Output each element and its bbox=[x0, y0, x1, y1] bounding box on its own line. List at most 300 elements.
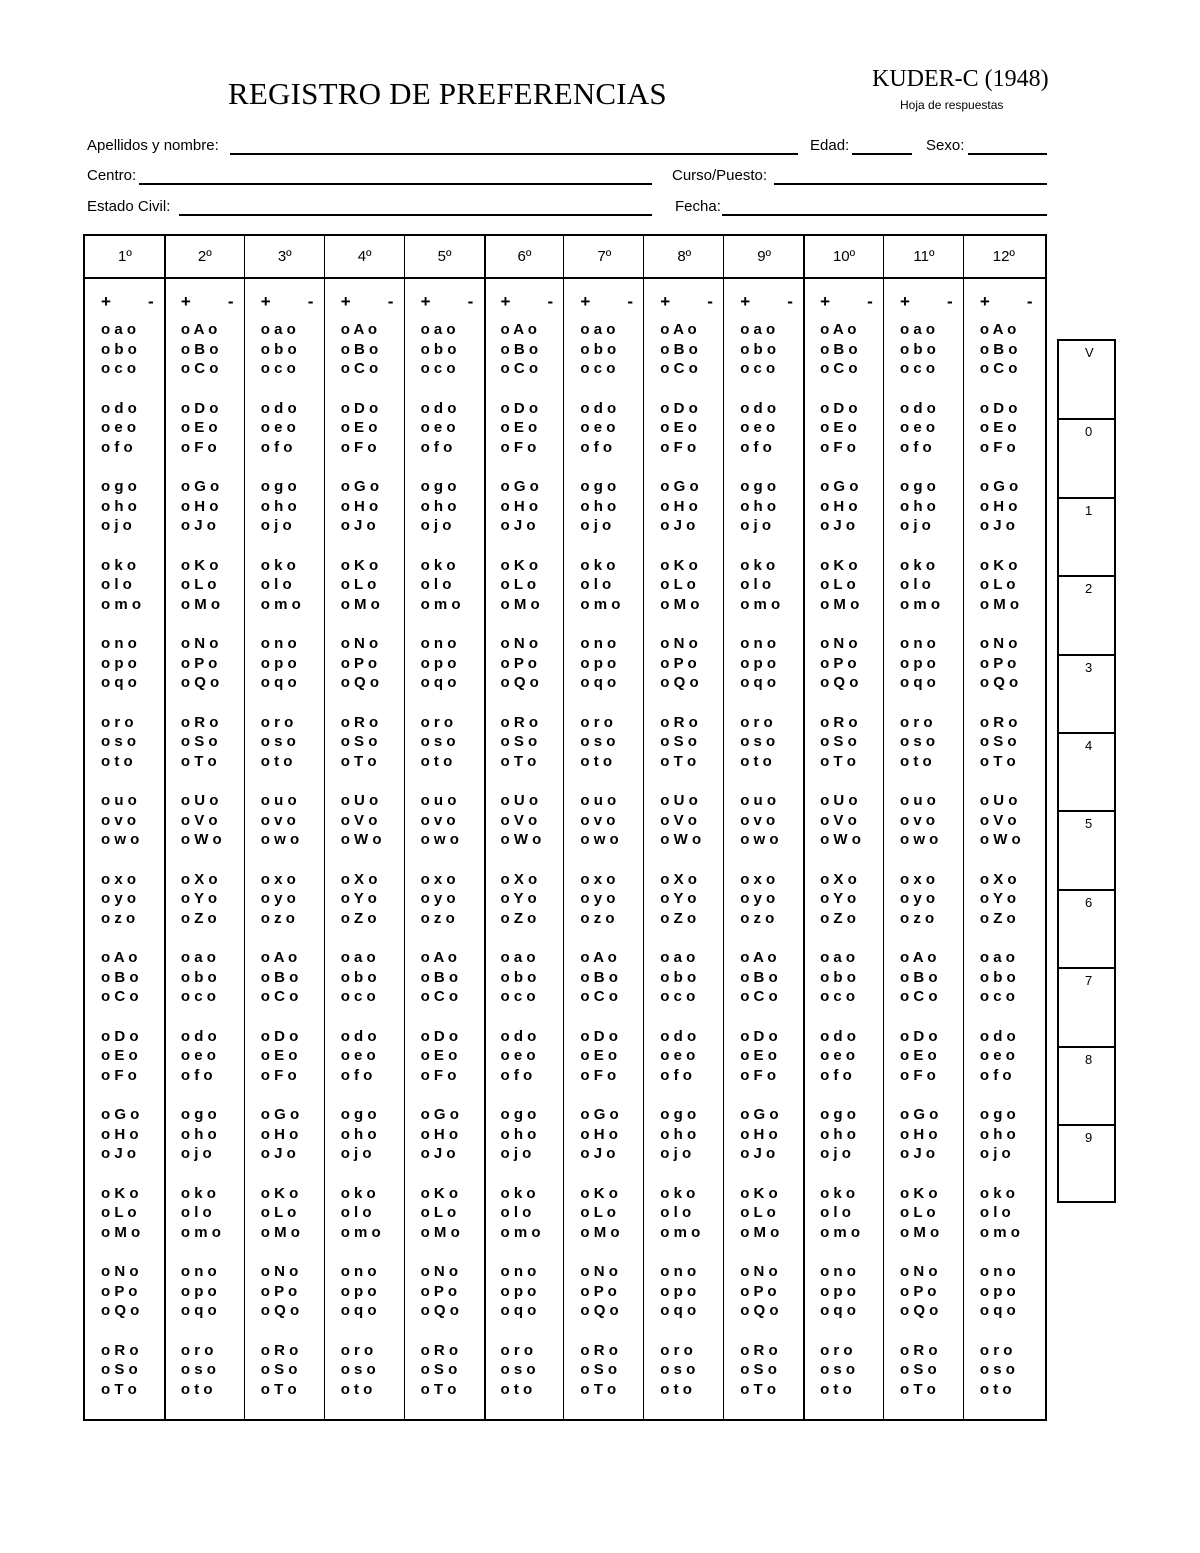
answer-option[interactable]: o A o bbox=[660, 321, 697, 338]
answer-option[interactable]: o P o bbox=[660, 654, 697, 672]
answer-option[interactable]: o g o bbox=[101, 478, 137, 495]
answer-option[interactable]: o T o bbox=[900, 1380, 936, 1398]
answer-option[interactable]: o Z o bbox=[660, 909, 697, 927]
answer-option[interactable]: o k o bbox=[340, 1184, 376, 1202]
answer-option[interactable]: o m o bbox=[260, 595, 301, 613]
answer-option[interactable]: o N o bbox=[420, 1263, 459, 1280]
answer-option[interactable]: o z o bbox=[420, 909, 455, 927]
answer-option[interactable]: o Y o bbox=[979, 890, 1017, 908]
answer-option[interactable]: o j o bbox=[900, 517, 931, 535]
answer-option[interactable]: o c o bbox=[660, 988, 696, 1006]
answer-option[interactable]: o E o bbox=[180, 419, 218, 437]
answer-option[interactable]: o s o bbox=[740, 733, 776, 751]
answer-option[interactable]: o s o bbox=[101, 733, 137, 751]
answer-option[interactable]: o R o bbox=[740, 1341, 778, 1359]
answer-option[interactable]: o K o bbox=[740, 1184, 778, 1202]
answer-option[interactable]: o B o bbox=[260, 968, 299, 986]
answer-option[interactable]: o L o bbox=[660, 576, 696, 594]
answer-option[interactable]: o r o bbox=[500, 1341, 533, 1359]
answer-option[interactable]: o r o bbox=[260, 713, 294, 731]
answer-option[interactable]: o J o bbox=[260, 1145, 296, 1163]
answer-option[interactable]: o M o bbox=[340, 595, 380, 613]
answer-option[interactable]: o E o bbox=[660, 419, 697, 437]
answer-option[interactable]: o c o bbox=[260, 360, 296, 378]
answer-option[interactable]: o G o bbox=[260, 1106, 300, 1123]
answer-option[interactable]: o v o bbox=[580, 811, 616, 829]
answer-option[interactable]: o k o bbox=[900, 556, 936, 574]
answer-option[interactable]: o D o bbox=[500, 399, 538, 417]
answer-option[interactable]: o C o bbox=[101, 988, 139, 1006]
sexo-field[interactable] bbox=[968, 153, 1047, 155]
answer-option[interactable]: o N o bbox=[340, 635, 379, 652]
answer-option[interactable]: o g o bbox=[500, 1106, 537, 1123]
answer-option[interactable]: o w o bbox=[101, 831, 140, 849]
answer-option[interactable]: o d o bbox=[340, 1027, 377, 1045]
answer-option[interactable]: o l o bbox=[500, 1204, 532, 1222]
answer-option[interactable]: o d o bbox=[420, 399, 457, 417]
answer-option[interactable]: o e o bbox=[101, 419, 137, 437]
answer-option[interactable]: o t o bbox=[900, 752, 932, 770]
answer-option[interactable]: o E o bbox=[580, 1047, 618, 1065]
answer-option[interactable]: o p o bbox=[260, 654, 297, 672]
answer-option[interactable]: o j o bbox=[420, 517, 452, 535]
answer-option[interactable]: o h o bbox=[979, 1125, 1016, 1143]
answer-option[interactable]: o b o bbox=[500, 968, 537, 986]
score-box[interactable] bbox=[1059, 575, 1114, 655]
answer-option[interactable]: o l o bbox=[820, 1204, 851, 1222]
answer-option[interactable]: o U o bbox=[500, 792, 538, 809]
answer-option[interactable]: o Q o bbox=[900, 1302, 939, 1320]
answer-option[interactable]: o g o bbox=[820, 1106, 856, 1123]
answer-option[interactable]: o g o bbox=[420, 478, 457, 495]
answer-option[interactable]: o n o bbox=[500, 1263, 537, 1280]
answer-option[interactable]: o r o bbox=[580, 713, 613, 731]
answer-option[interactable]: o w o bbox=[580, 831, 619, 849]
answer-option[interactable]: o L o bbox=[820, 576, 856, 594]
answer-option[interactable]: o T o bbox=[580, 1380, 617, 1398]
answer-option[interactable]: o f o bbox=[979, 1066, 1012, 1084]
answer-option[interactable]: o C o bbox=[340, 360, 379, 378]
answer-option[interactable]: o Y o bbox=[660, 890, 697, 908]
answer-option[interactable]: o A o bbox=[820, 321, 857, 338]
answer-option[interactable]: o t o bbox=[260, 752, 293, 770]
answer-option[interactable]: o Z o bbox=[979, 909, 1016, 927]
answer-option[interactable]: o F o bbox=[500, 438, 537, 456]
answer-option[interactable]: o D o bbox=[660, 399, 698, 417]
answer-option[interactable]: o P o bbox=[260, 1282, 298, 1300]
answer-option[interactable]: o f o bbox=[580, 438, 613, 456]
fecha-field[interactable] bbox=[722, 214, 1047, 216]
answer-option[interactable]: o W o bbox=[820, 831, 861, 849]
answer-option[interactable]: o r o bbox=[979, 1341, 1013, 1359]
answer-option[interactable]: o m o bbox=[101, 595, 141, 613]
answer-option[interactable]: o p o bbox=[820, 1282, 856, 1300]
answer-option[interactable]: o f o bbox=[180, 1066, 213, 1084]
answer-option[interactable]: o q o bbox=[340, 1302, 377, 1320]
answer-option[interactable]: o d o bbox=[660, 1027, 697, 1045]
answer-option[interactable]: o U o bbox=[820, 792, 858, 809]
answer-option[interactable]: o a o bbox=[420, 321, 456, 338]
answer-option[interactable]: o Q o bbox=[740, 1302, 779, 1320]
answer-option[interactable]: o M o bbox=[180, 595, 221, 613]
answer-option[interactable]: o j o bbox=[740, 517, 772, 535]
answer-option[interactable]: o R o bbox=[420, 1341, 459, 1359]
answer-option[interactable]: o j o bbox=[101, 517, 132, 535]
answer-option[interactable]: o P o bbox=[900, 1282, 937, 1300]
answer-option[interactable]: o y o bbox=[900, 890, 936, 908]
answer-option[interactable]: o Z o bbox=[500, 909, 537, 927]
answer-option[interactable]: o g o bbox=[340, 1106, 377, 1123]
answer-option[interactable]: o D o bbox=[420, 1027, 459, 1045]
answer-option[interactable]: o t o bbox=[180, 1380, 213, 1398]
answer-option[interactable]: o m o bbox=[740, 595, 781, 613]
answer-option[interactable]: o z o bbox=[740, 909, 775, 927]
answer-option[interactable]: o B o bbox=[660, 340, 698, 358]
answer-option[interactable]: o C o bbox=[900, 988, 938, 1006]
answer-option[interactable]: o h o bbox=[580, 497, 617, 515]
answer-option[interactable]: o J o bbox=[180, 517, 216, 535]
answer-option[interactable]: o D o bbox=[260, 1027, 299, 1045]
answer-option[interactable]: o q o bbox=[820, 1302, 856, 1320]
answer-option[interactable]: o m o bbox=[180, 1223, 221, 1241]
answer-option[interactable]: o g o bbox=[979, 1106, 1016, 1123]
answer-option[interactable]: o J o bbox=[979, 517, 1015, 535]
answer-option[interactable]: o f o bbox=[260, 438, 293, 456]
answer-option[interactable]: o t o bbox=[101, 752, 133, 770]
answer-option[interactable]: o B o bbox=[900, 968, 938, 986]
answer-option[interactable]: o G o bbox=[900, 1106, 939, 1123]
answer-option[interactable]: o y o bbox=[420, 890, 456, 908]
answer-option[interactable]: o P o bbox=[979, 654, 1017, 672]
answer-option[interactable]: o F o bbox=[260, 1066, 297, 1084]
answer-option[interactable]: o D o bbox=[180, 399, 219, 417]
answer-option[interactable]: o y o bbox=[260, 890, 296, 908]
answer-option[interactable]: o n o bbox=[180, 1263, 217, 1280]
answer-option[interactable]: o j o bbox=[500, 1145, 532, 1163]
answer-option[interactable]: o R o bbox=[340, 713, 379, 731]
answer-option[interactable]: o m o bbox=[420, 595, 461, 613]
answer-option[interactable]: o h o bbox=[820, 1125, 856, 1143]
answer-option[interactable]: o h o bbox=[340, 1125, 377, 1143]
answer-option[interactable]: o h o bbox=[420, 497, 457, 515]
answer-option[interactable]: o Z o bbox=[820, 909, 856, 927]
answer-option[interactable]: o M o bbox=[101, 1223, 141, 1241]
answer-option[interactable]: o F o bbox=[900, 1066, 936, 1084]
answer-option[interactable]: o B o bbox=[500, 340, 538, 358]
answer-option[interactable]: o k o bbox=[740, 556, 776, 574]
answer-option[interactable]: o s o bbox=[900, 733, 936, 751]
answer-option[interactable]: o j o bbox=[979, 1145, 1011, 1163]
answer-option[interactable]: o Y o bbox=[340, 890, 377, 908]
answer-option[interactable]: o M o bbox=[420, 1223, 460, 1241]
answer-option[interactable]: o Q o bbox=[180, 674, 220, 692]
answer-option[interactable]: o C o bbox=[580, 988, 618, 1006]
answer-option[interactable]: o R o bbox=[260, 1341, 299, 1359]
answer-option[interactable]: o w o bbox=[420, 831, 459, 849]
answer-option[interactable]: o P o bbox=[500, 654, 537, 672]
answer-option[interactable]: o H o bbox=[420, 1125, 459, 1143]
answer-option[interactable]: o u o bbox=[740, 792, 777, 809]
answer-option[interactable]: o q o bbox=[979, 1302, 1016, 1320]
answer-option[interactable]: o V o bbox=[180, 811, 218, 829]
answer-option[interactable]: o p o bbox=[979, 1282, 1016, 1300]
score-box[interactable] bbox=[1059, 810, 1114, 890]
answer-option[interactable]: o x o bbox=[101, 870, 137, 888]
answer-option[interactable]: o g o bbox=[180, 1106, 217, 1123]
answer-option[interactable]: o E o bbox=[340, 419, 378, 437]
answer-option[interactable]: o R o bbox=[180, 713, 219, 731]
answer-option[interactable]: o E o bbox=[900, 1047, 937, 1065]
answer-option[interactable]: o C o bbox=[260, 988, 299, 1006]
answer-option[interactable]: o e o bbox=[580, 419, 616, 437]
answer-option[interactable]: o J o bbox=[500, 517, 536, 535]
answer-option[interactable]: o l o bbox=[740, 576, 772, 594]
answer-option[interactable]: o b o bbox=[979, 968, 1016, 986]
answer-option[interactable]: o w o bbox=[900, 831, 939, 849]
answer-option[interactable]: o k o bbox=[979, 1184, 1015, 1202]
answer-option[interactable]: o X o bbox=[820, 870, 857, 888]
answer-option[interactable]: o S o bbox=[900, 1361, 937, 1379]
answer-option[interactable]: o u o bbox=[900, 792, 936, 809]
answer-option[interactable]: o m o bbox=[500, 1223, 541, 1241]
answer-option[interactable]: o Z o bbox=[340, 909, 377, 927]
answer-option[interactable]: o C o bbox=[979, 360, 1018, 378]
answer-option[interactable]: o s o bbox=[979, 1361, 1015, 1379]
answer-option[interactable]: o r o bbox=[900, 713, 933, 731]
answer-option[interactable]: o E o bbox=[820, 419, 857, 437]
answer-option[interactable]: o P o bbox=[420, 1282, 457, 1300]
answer-option[interactable]: o J o bbox=[580, 1145, 616, 1163]
answer-option[interactable]: o j o bbox=[180, 1145, 212, 1163]
answer-option[interactable]: o g o bbox=[260, 478, 297, 495]
answer-option[interactable]: o a o bbox=[500, 949, 536, 966]
answer-option[interactable]: o W o bbox=[500, 831, 542, 849]
answer-option[interactable]: o r o bbox=[101, 713, 134, 731]
answer-option[interactable]: o H o bbox=[260, 1125, 299, 1143]
answer-option[interactable]: o x o bbox=[740, 870, 776, 888]
answer-option[interactable]: o M o bbox=[900, 1223, 940, 1241]
answer-option[interactable]: o m o bbox=[979, 1223, 1020, 1241]
answer-option[interactable]: o p o bbox=[101, 654, 137, 672]
answer-option[interactable]: o A o bbox=[101, 949, 138, 966]
answer-option[interactable]: o v o bbox=[740, 811, 776, 829]
answer-option[interactable]: o R o bbox=[660, 713, 698, 731]
answer-option[interactable]: o s o bbox=[580, 733, 616, 751]
answer-option[interactable]: o p o bbox=[420, 654, 457, 672]
answer-option[interactable]: o y o bbox=[740, 890, 776, 908]
answer-option[interactable]: o d o bbox=[900, 399, 936, 417]
answer-option[interactable]: o Z o bbox=[180, 909, 217, 927]
answer-option[interactable]: o N o bbox=[101, 1263, 139, 1280]
answer-option[interactable]: o H o bbox=[900, 1125, 938, 1143]
answer-option[interactable]: o S o bbox=[420, 1361, 458, 1379]
answer-option[interactable]: o T o bbox=[180, 752, 217, 770]
answer-option[interactable]: o t o bbox=[820, 1380, 852, 1398]
answer-option[interactable]: o Q o bbox=[580, 1302, 619, 1320]
answer-option[interactable]: o b o bbox=[101, 340, 137, 358]
answer-option[interactable]: o H o bbox=[500, 497, 538, 515]
score-box[interactable] bbox=[1059, 1046, 1114, 1126]
answer-option[interactable]: o m o bbox=[580, 595, 621, 613]
answer-option[interactable]: o h o bbox=[260, 497, 297, 515]
answer-option[interactable]: o C o bbox=[660, 360, 698, 378]
answer-option[interactable]: o u o bbox=[101, 792, 137, 809]
answer-option[interactable]: o A o bbox=[260, 949, 298, 966]
answer-option[interactable]: o y o bbox=[101, 890, 137, 908]
answer-option[interactable]: o v o bbox=[101, 811, 137, 829]
answer-option[interactable]: o c o bbox=[900, 360, 936, 378]
answer-option[interactable]: o s o bbox=[260, 733, 296, 751]
answer-option[interactable]: o f o bbox=[820, 1066, 852, 1084]
answer-option[interactable]: o p o bbox=[740, 654, 777, 672]
answer-option[interactable]: o G o bbox=[340, 478, 380, 495]
answer-option[interactable]: o h o bbox=[500, 1125, 537, 1143]
answer-option[interactable]: o n o bbox=[979, 1263, 1016, 1280]
answer-option[interactable]: o n o bbox=[900, 635, 936, 652]
answer-option[interactable]: o N o bbox=[580, 1263, 618, 1280]
score-box[interactable] bbox=[1059, 889, 1114, 969]
answer-option[interactable]: o w o bbox=[260, 831, 300, 849]
answer-option[interactable]: o r o bbox=[180, 1341, 214, 1359]
answer-option[interactable]: o f o bbox=[660, 1066, 692, 1084]
answer-option[interactable]: o K o bbox=[180, 556, 219, 574]
answer-option[interactable]: o J o bbox=[340, 517, 376, 535]
answer-option[interactable]: o j o bbox=[340, 1145, 372, 1163]
answer-option[interactable]: o t o bbox=[340, 1380, 373, 1398]
answer-option[interactable]: o n o bbox=[580, 635, 617, 652]
answer-option[interactable]: o r o bbox=[740, 713, 773, 731]
answer-option[interactable]: o K o bbox=[260, 1184, 299, 1202]
answer-option[interactable]: o K o bbox=[979, 556, 1018, 574]
answer-option[interactable]: o e o bbox=[340, 1047, 376, 1065]
answer-option[interactable]: o q o bbox=[420, 674, 457, 692]
answer-option[interactable]: o j o bbox=[580, 517, 612, 535]
answer-option[interactable]: o c o bbox=[820, 988, 856, 1006]
answer-option[interactable]: o V o bbox=[660, 811, 697, 829]
answer-option[interactable]: o F o bbox=[180, 438, 217, 456]
answer-option[interactable]: o N o bbox=[660, 635, 698, 652]
answer-option[interactable]: o k o bbox=[260, 556, 296, 574]
answer-option[interactable]: o S o bbox=[500, 733, 538, 751]
answer-option[interactable]: o K o bbox=[820, 556, 858, 574]
answer-option[interactable]: o f o bbox=[420, 438, 453, 456]
answer-option[interactable]: o Q o bbox=[660, 674, 699, 692]
answer-option[interactable]: o a o bbox=[740, 321, 776, 338]
answer-option[interactable]: o t o bbox=[420, 752, 453, 770]
answer-option[interactable]: o U o bbox=[180, 792, 219, 809]
answer-option[interactable]: o j o bbox=[820, 1145, 851, 1163]
answer-option[interactable]: o p o bbox=[180, 1282, 217, 1300]
answer-option[interactable]: o V o bbox=[500, 811, 538, 829]
answer-option[interactable]: o f o bbox=[340, 1066, 373, 1084]
answer-option[interactable]: o t o bbox=[580, 752, 613, 770]
answer-option[interactable]: o u o bbox=[580, 792, 617, 809]
answer-option[interactable]: o G o bbox=[420, 1106, 459, 1123]
answer-option[interactable]: o e o bbox=[740, 419, 776, 437]
answer-option[interactable]: o a o bbox=[180, 949, 216, 966]
answer-option[interactable]: o H o bbox=[979, 497, 1018, 515]
answer-option[interactable]: o v o bbox=[900, 811, 936, 829]
answer-option[interactable]: o K o bbox=[900, 1184, 938, 1202]
answer-option[interactable]: o u o bbox=[420, 792, 457, 809]
answer-option[interactable]: o s o bbox=[340, 1361, 376, 1379]
answer-option[interactable]: o S o bbox=[580, 1361, 618, 1379]
answer-option[interactable]: o J o bbox=[820, 517, 856, 535]
answer-option[interactable]: o n o bbox=[340, 1263, 377, 1280]
answer-option[interactable]: o K o bbox=[500, 556, 538, 574]
answer-option[interactable]: o R o bbox=[101, 1341, 139, 1359]
answer-option[interactable]: o K o bbox=[660, 556, 698, 574]
answer-option[interactable]: o k o bbox=[500, 1184, 536, 1202]
answer-option[interactable]: o G o bbox=[740, 1106, 779, 1123]
answer-option[interactable]: o H o bbox=[820, 497, 858, 515]
answer-option[interactable]: o P o bbox=[740, 1282, 777, 1300]
answer-option[interactable]: o e o bbox=[260, 419, 296, 437]
answer-option[interactable]: o f o bbox=[101, 438, 133, 456]
answer-option[interactable]: o T o bbox=[820, 752, 856, 770]
answer-option[interactable]: o F o bbox=[979, 438, 1016, 456]
answer-option[interactable]: o B o bbox=[180, 340, 219, 358]
answer-option[interactable]: o f o bbox=[500, 1066, 533, 1084]
answer-option[interactable]: o n o bbox=[260, 635, 297, 652]
answer-option[interactable]: o A o bbox=[580, 949, 617, 966]
answer-option[interactable]: o E o bbox=[101, 1047, 138, 1065]
answer-option[interactable]: o G o bbox=[500, 478, 539, 495]
answer-option[interactable]: o L o bbox=[180, 576, 217, 594]
answer-option[interactable]: o n o bbox=[820, 1263, 856, 1280]
answer-option[interactable]: o s o bbox=[660, 1361, 696, 1379]
score-box[interactable] bbox=[1059, 1124, 1114, 1204]
edad-field[interactable] bbox=[852, 153, 912, 155]
answer-option[interactable]: o S o bbox=[180, 733, 218, 751]
answer-option[interactable]: o g o bbox=[580, 478, 617, 495]
answer-option[interactable]: o J o bbox=[660, 517, 696, 535]
answer-option[interactable]: o J o bbox=[900, 1145, 936, 1163]
answer-option[interactable]: o X o bbox=[660, 870, 697, 888]
answer-option[interactable]: o e o bbox=[660, 1047, 696, 1065]
answer-option[interactable]: o e o bbox=[500, 1047, 536, 1065]
answer-option[interactable]: o m o bbox=[660, 1223, 701, 1241]
answer-option[interactable]: o Q o bbox=[260, 1302, 300, 1320]
answer-option[interactable]: o d o bbox=[260, 399, 297, 417]
answer-option[interactable]: o M o bbox=[500, 595, 540, 613]
answer-option[interactable]: o g o bbox=[900, 478, 936, 495]
answer-option[interactable]: o C o bbox=[180, 360, 219, 378]
answer-option[interactable]: o T o bbox=[660, 752, 697, 770]
answer-option[interactable]: o a o bbox=[101, 321, 137, 338]
answer-option[interactable]: o z o bbox=[580, 909, 615, 927]
answer-option[interactable]: o n o bbox=[740, 635, 777, 652]
answer-option[interactable]: o l o bbox=[180, 1204, 212, 1222]
answer-option[interactable]: o a o bbox=[260, 321, 296, 338]
answer-option[interactable]: o x o bbox=[900, 870, 936, 888]
answer-option[interactable]: o w o bbox=[740, 831, 779, 849]
answer-option[interactable]: o N o bbox=[979, 635, 1018, 652]
estado-civil-field[interactable] bbox=[179, 214, 652, 216]
answer-option[interactable]: o x o bbox=[420, 870, 456, 888]
answer-option[interactable]: o P o bbox=[340, 654, 378, 672]
answer-option[interactable]: o a o bbox=[820, 949, 856, 966]
answer-option[interactable]: o C o bbox=[820, 360, 858, 378]
answer-option[interactable]: o S o bbox=[979, 733, 1017, 751]
answer-option[interactable]: o d o bbox=[740, 399, 777, 417]
answer-option[interactable]: o n o bbox=[420, 635, 457, 652]
answer-option[interactable]: o H o bbox=[340, 497, 379, 515]
answer-option[interactable]: o B o bbox=[420, 968, 459, 986]
answer-option[interactable]: o L o bbox=[260, 1204, 297, 1222]
answer-option[interactable]: o b o bbox=[820, 968, 856, 986]
answer-option[interactable]: o t o bbox=[979, 1380, 1012, 1398]
